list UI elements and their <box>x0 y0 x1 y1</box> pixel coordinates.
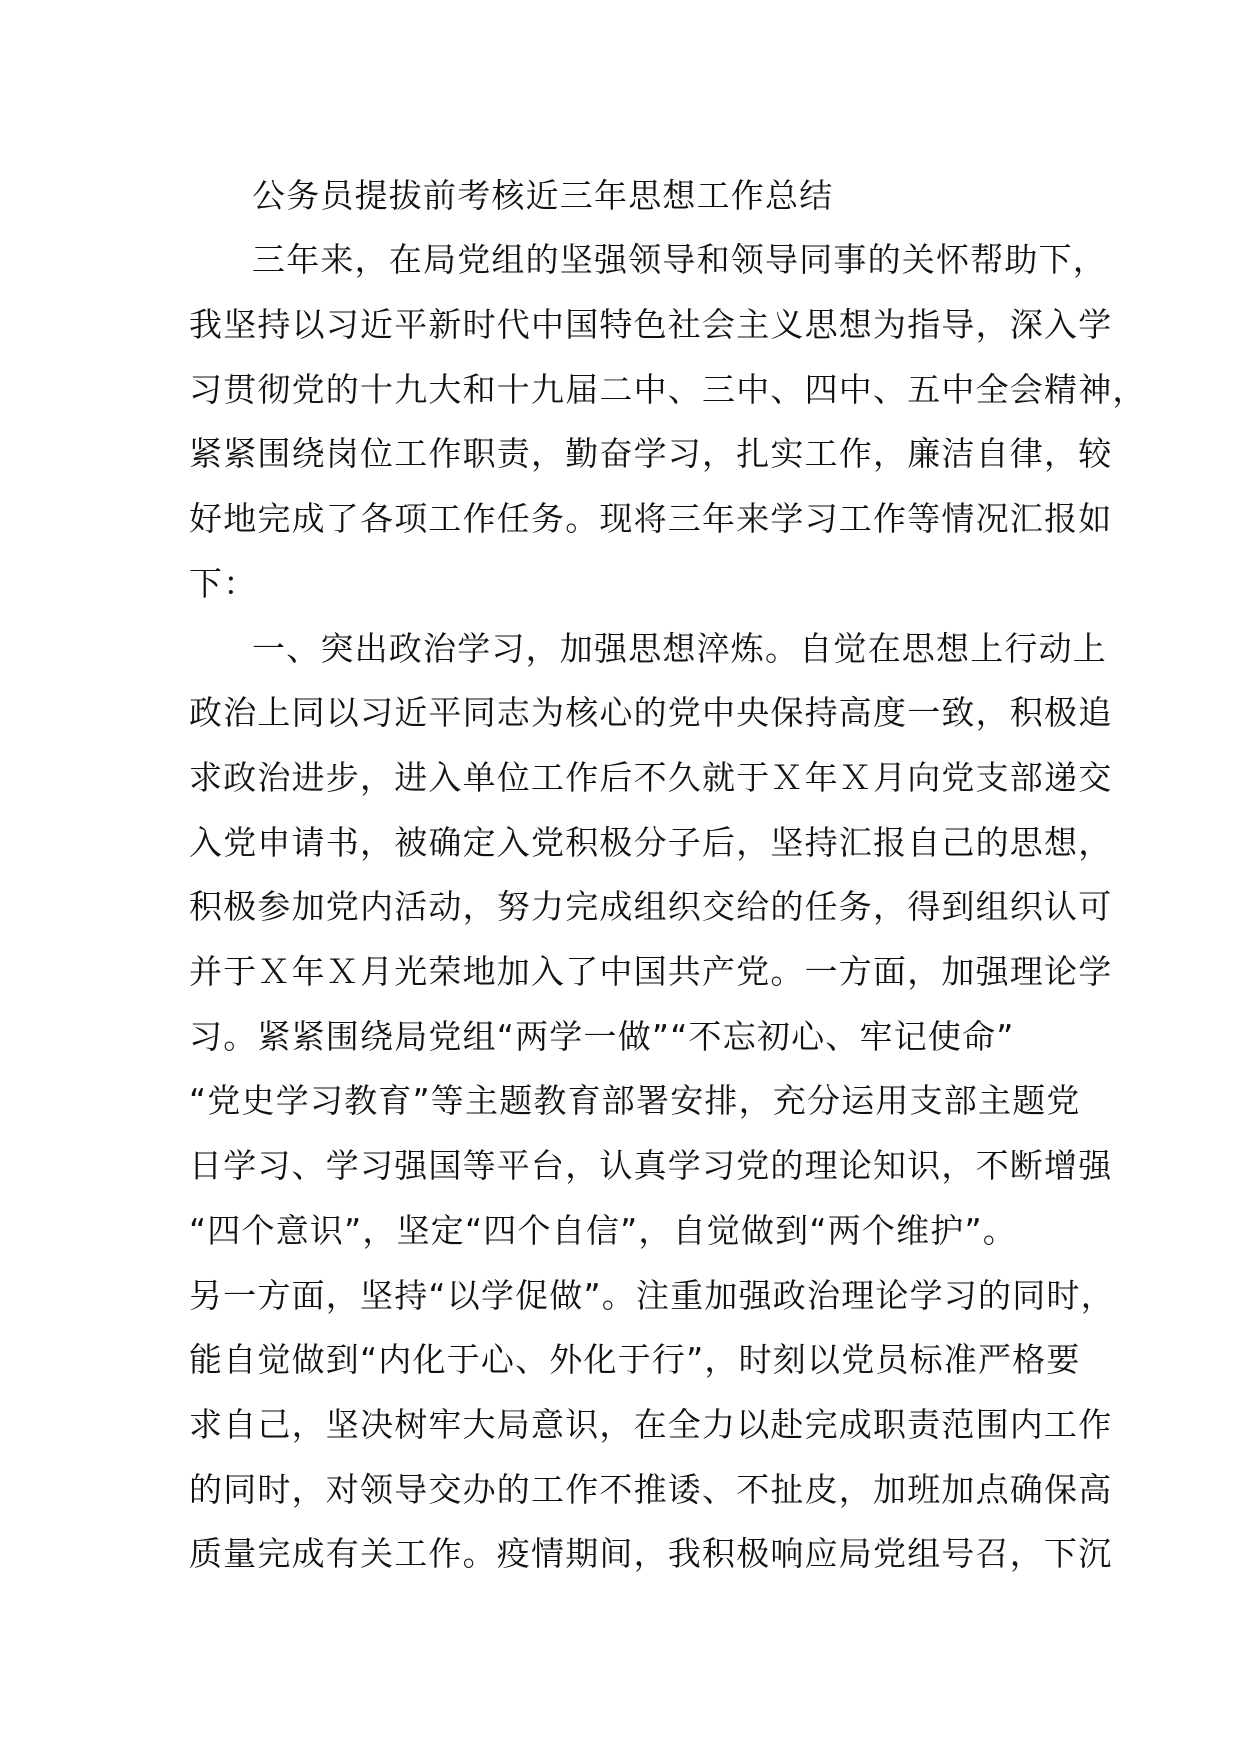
paragraph-line: 并于Ｘ年Ｘ月光荣地加入了中国共产党。一方面，加强理论学 <box>189 952 1113 991</box>
paragraph-line: 求自己，坚决树牢大局意识，在全力以赴完成职责范围内工作 <box>189 1405 1113 1444</box>
paragraph-line: 好地完成了各项工作任务。现将三年来学习工作等情况汇报如 <box>189 499 1113 538</box>
paragraph-line: 日学习、学习强国等平台，认真学习党的理论知识，不断增强 <box>189 1146 1113 1185</box>
paragraph-line: 另一方面，坚持“以学促做”。注重加强政治理论学习的同时， <box>189 1276 1115 1315</box>
paragraph-line: 下： <box>189 564 258 603</box>
paragraph-line: 三年来，在局党组的坚强领导和领导同事的关怀帮助下， <box>252 240 1107 279</box>
paragraph-line: 入党申请书，被确定入党积极分子后，坚持汇报自己的思想， <box>189 823 1113 862</box>
paragraph-line: 我坚持以习近平新时代中国特色社会主义思想为指导，深入学 <box>189 305 1113 344</box>
paragraph-line: 习贯彻党的十九大和十九届二中、三中、四中、五中全会精神， <box>189 370 1147 409</box>
paragraph-line: “四个意识”，坚定“四个自信”，自觉做到“两个维护”。 <box>189 1211 1017 1250</box>
paragraph-line: 求政治进步，进入单位工作后不久就于Ｘ年Ｘ月向党支部递交 <box>189 758 1113 797</box>
paragraph-line: 政治上同以习近平同志为核心的党中央保持高度一致，积极追 <box>189 693 1113 732</box>
paragraph-line: 习。紧紧围绕局党组“两学一做”“不忘初心、牢记使命” <box>189 1017 1015 1056</box>
paragraph-line: 紧紧围绕岗位工作职责，勤奋学习，扎实工作，廉洁自律，较 <box>189 434 1113 473</box>
paragraph-line: “党史学习教育”等主题教育部署安排，充分运用支部主题党 <box>189 1081 1081 1120</box>
paragraph-line: 的同时，对领导交办的工作不推诿、不扯皮，加班加点确保高 <box>189 1470 1113 1509</box>
paragraph-line: 一、突出政治学习，加强思想淬炼。自觉在思想上行动上 <box>252 629 1107 668</box>
document-title: 公务员提拔前考核近三年思想工作总结 <box>252 176 834 215</box>
paragraph-line: 积极参加党内活动，努力完成组织交给的任务，得到组织认可 <box>189 887 1113 926</box>
paragraph-line: 能自觉做到“内化于心、外化于行”，时刻以党员标准严格要 <box>189 1340 1081 1379</box>
paragraph-line: 质量完成有关工作。疫情期间，我积极响应局党组号召，下沉 <box>189 1534 1113 1573</box>
